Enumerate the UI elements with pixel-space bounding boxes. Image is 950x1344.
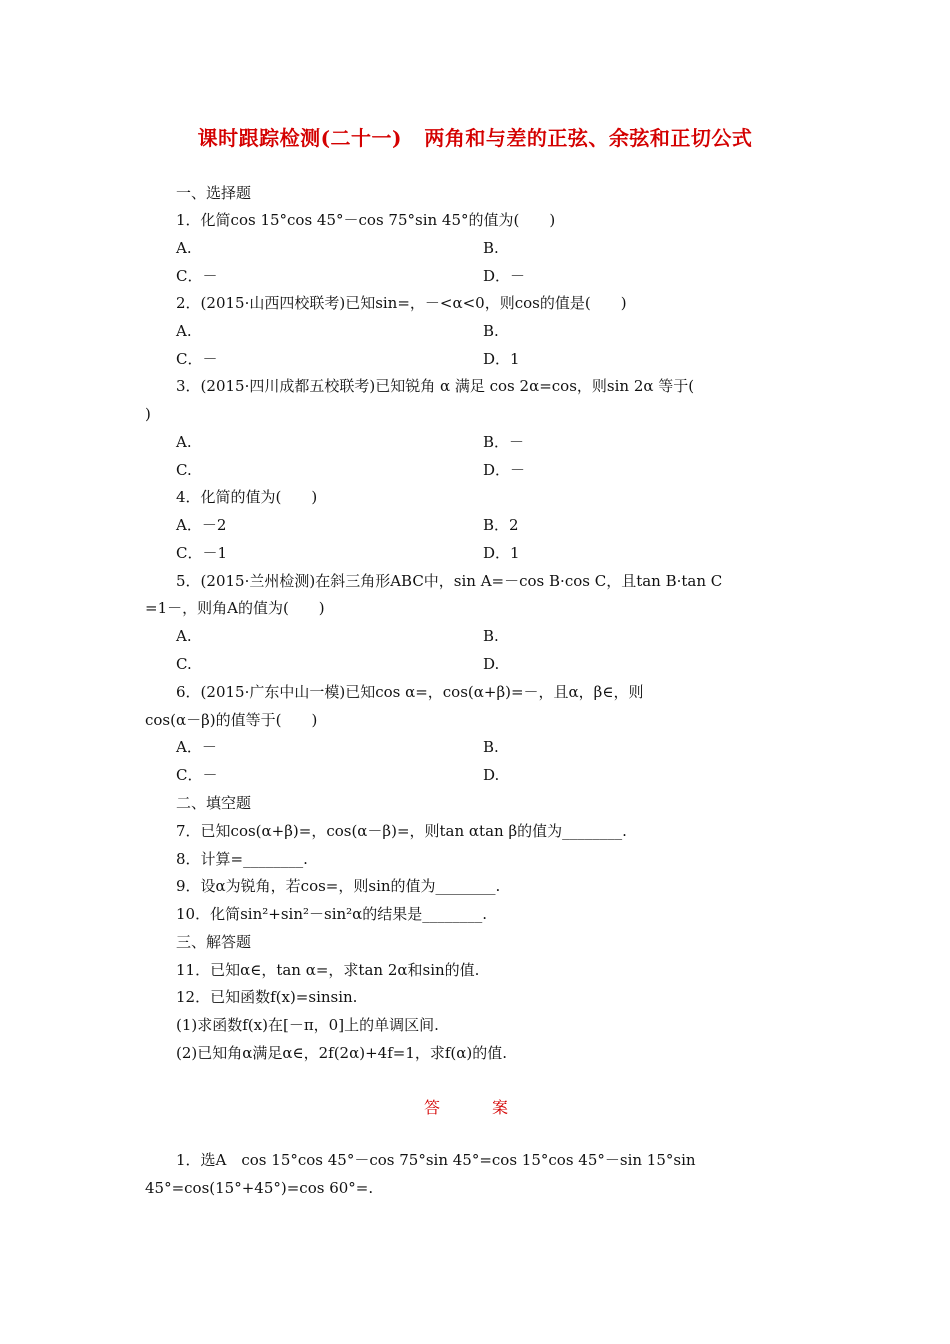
option-d: D. (483, 766, 500, 784)
section-heading: 二、填空题 (176, 794, 252, 812)
option-b: B. (483, 738, 499, 756)
question-10: 10．化简sin²+sin²－sin²α的结果是________. (176, 905, 488, 923)
option-c: C. (176, 461, 192, 479)
question-3: 3．(2015·四川成都五校联考)已知锐角 α 满足 cos 2α=cos，则sin 2α 等于( (176, 377, 695, 395)
question-9: 9．设α为锐角，若cos=，则sin的值为________. (176, 877, 501, 895)
answer-1: 1．选A cos 15°cos 45°－cos 75°sin 45°=cos 15°cos 45°－sin 15°sin (176, 1151, 696, 1169)
option-c: C．－ (176, 350, 218, 368)
question-5: 5．(2015·兰州检测)在斜三角形ABC中，sin A=－cos B·cos C，且tan B·tan C (176, 572, 723, 590)
option-b: B．－ (483, 433, 525, 451)
option-b: B. (483, 627, 499, 645)
option-d: D．1 (483, 544, 520, 562)
option-c: C. (176, 655, 192, 673)
question-12: 12．已知函数f(x)=sinsin. (176, 988, 358, 1006)
option-a: A．－ (176, 738, 217, 756)
option-d: D. (483, 655, 500, 673)
question-8: 8．计算=________. (176, 850, 308, 868)
option-a: A. (176, 322, 192, 340)
question-6-cont: cos(α－β)的值等于( ) (145, 711, 318, 729)
question-1: 1．化简cos 15°cos 45°－cos 75°sin 45°的值为( ) (176, 211, 556, 229)
option-a: A. (176, 627, 192, 645)
option-b: B. (483, 322, 499, 340)
option-b: B. (483, 239, 499, 257)
question-4: 4．化简的值为( ) (176, 488, 318, 506)
answer-1-cont: 45°=cos(15°+45°)=cos 60°=. (145, 1179, 374, 1197)
section-heading: 一、选择题 (176, 184, 252, 202)
option-a: A．－2 (176, 516, 227, 534)
question-6: 6．(2015·广东中山一模)已知cos α=，cos(α+β)=－，且α，β∈，则 (176, 683, 644, 701)
option-a: A. (176, 239, 192, 257)
question-11: 11．已知α∈，tan α=，求tan 2α和sin的值. (176, 961, 480, 979)
question-5-cont: =1－，则角A的值为( ) (145, 599, 325, 617)
option-d: D．－ (483, 461, 526, 479)
question-7: 7．已知cos(α+β)=，cos(α－β)=，则tan αtan β的值为________. (176, 822, 627, 840)
option-a: A. (176, 433, 192, 451)
question-12-part-2: (2)已知角α满足α∈，2f(2α)+4f=1，求f(α)的值. (176, 1044, 508, 1062)
question-2: 2．(2015·山西四校联考)已知sin=，－<α<0，则cos的值是( ) (176, 294, 627, 312)
section-heading: 三、解答题 (176, 933, 252, 951)
question-3-cont: ) (145, 405, 151, 423)
question-12-part-1: (1)求函数f(x)在[－π，0]上的单调区间. (176, 1016, 439, 1034)
option-c: C．－1 (176, 544, 228, 562)
option-b: B．2 (483, 516, 519, 534)
option-c: C．－ (176, 267, 218, 285)
option-c: C．－ (176, 766, 218, 784)
answers-heading: 答 案 (423, 1098, 526, 1117)
option-d: D．1 (483, 350, 520, 368)
option-d: D．－ (483, 267, 526, 285)
page-title: 课时跟踪检测(二十一) 两角和与差的正弦、余弦和正切公式 (197, 126, 753, 150)
